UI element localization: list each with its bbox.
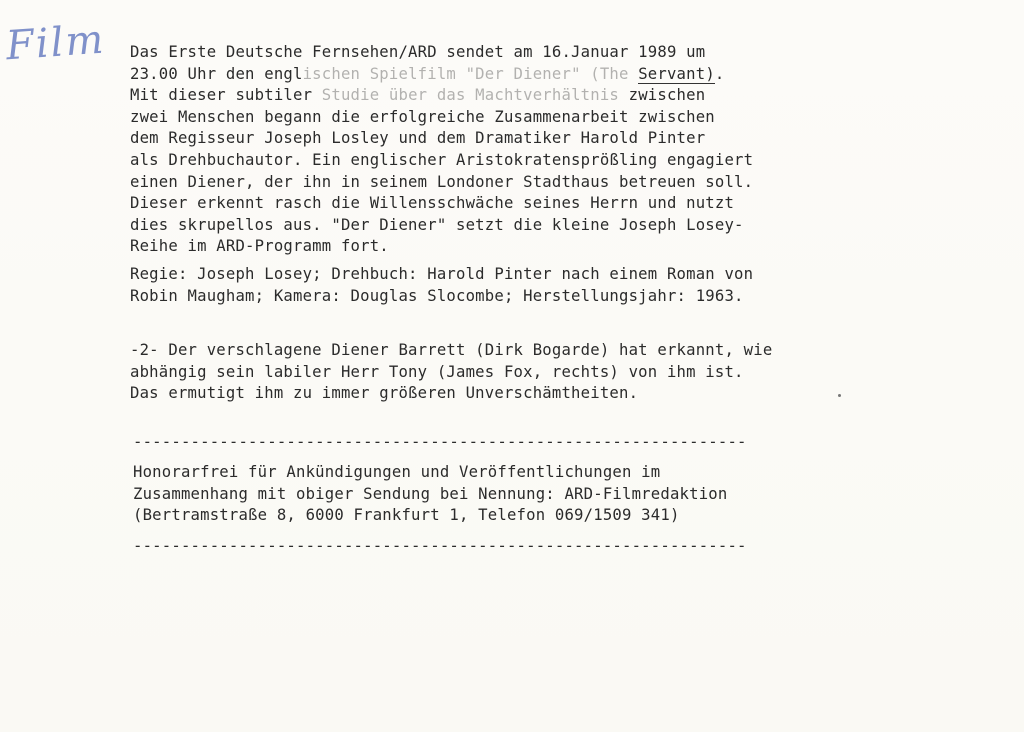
separator-bottom: ---------------------------------------------------------------- — [133, 537, 747, 555]
notice-line2: Zusammenhang mit obiger Sendung bei Nennung: ARD-Filmredaktion — [133, 484, 728, 503]
paper-speck — [838, 394, 841, 397]
credits-line1: Regie: Joseph Losey; Drehbuch: Harold Pinter nach einem Roman von — [130, 265, 754, 283]
para1-line10: Reihe im ARD-Programm fort. — [130, 237, 389, 256]
caption-line3: Das ermutigt ihm zu immer größeren Unverschämtheiten. — [130, 384, 639, 403]
para1-line7: einen Diener, der ihn in seinem Londoner Stadthaus betreuen soll. — [130, 172, 754, 191]
para1-line9: dies skrupellos aus. "Der Diener" setzt die kleine Joseph Losey- — [130, 215, 744, 234]
para1-line4: zwei Menschen begann die erfolgreiche Zusammenarbeit zwischen — [130, 107, 715, 126]
copyright-notice — [133, 462, 727, 527]
servant-underlined: Servant) — [638, 64, 715, 83]
notice-line1: Honorarfrei für Ankündigungen und Veröffentlichungen im — [133, 463, 661, 481]
handwritten-note: Film — [4, 16, 107, 70]
photo-caption — [130, 340, 772, 405]
notice-line3: (Bertramstraße 8, 6000 Frankfurt 1, Telefon 069/1509 341) — [133, 506, 680, 525]
para1-line5: dem Regisseur Joseph Losley und dem Dramatiker Harold Pinter — [130, 129, 706, 148]
para1-line1: Das Erste Deutsche Fernsehen/ARD sendet am 16.Januar 1989 um — [130, 43, 706, 61]
credits-paragraph — [130, 264, 753, 307]
para1-line6: als Drehbuchautor. Ein englischer Aristokratensprößling engagiert — [130, 150, 754, 169]
para1-line3: Mit dieser subtiler Studie über das Machtverhältnis zwischen — [130, 86, 706, 105]
para1-line8: Dieser erkennt rasch die Willensschwäche seines Herrn und nutzt — [130, 194, 735, 213]
credits-line2: Robin Maugham; Kamera: Douglas Slocombe; Herstellungsjahr: 1963. — [130, 286, 744, 305]
description-paragraph — [130, 42, 753, 258]
caption-line2: abhängig sein labiler Herr Tony (James Fox, rechts) von ihm ist. — [130, 362, 744, 381]
caption-line1: -2- Der verschlagene Diener Barrett (Dirk Bogarde) hat erkannt, wie — [130, 341, 773, 359]
para1-line2: 23.00 Uhr den englischen Spielfilm "Der Diener" (The Servant). — [130, 64, 725, 83]
separator-top: ---------------------------------------------------------------- — [133, 433, 747, 451]
